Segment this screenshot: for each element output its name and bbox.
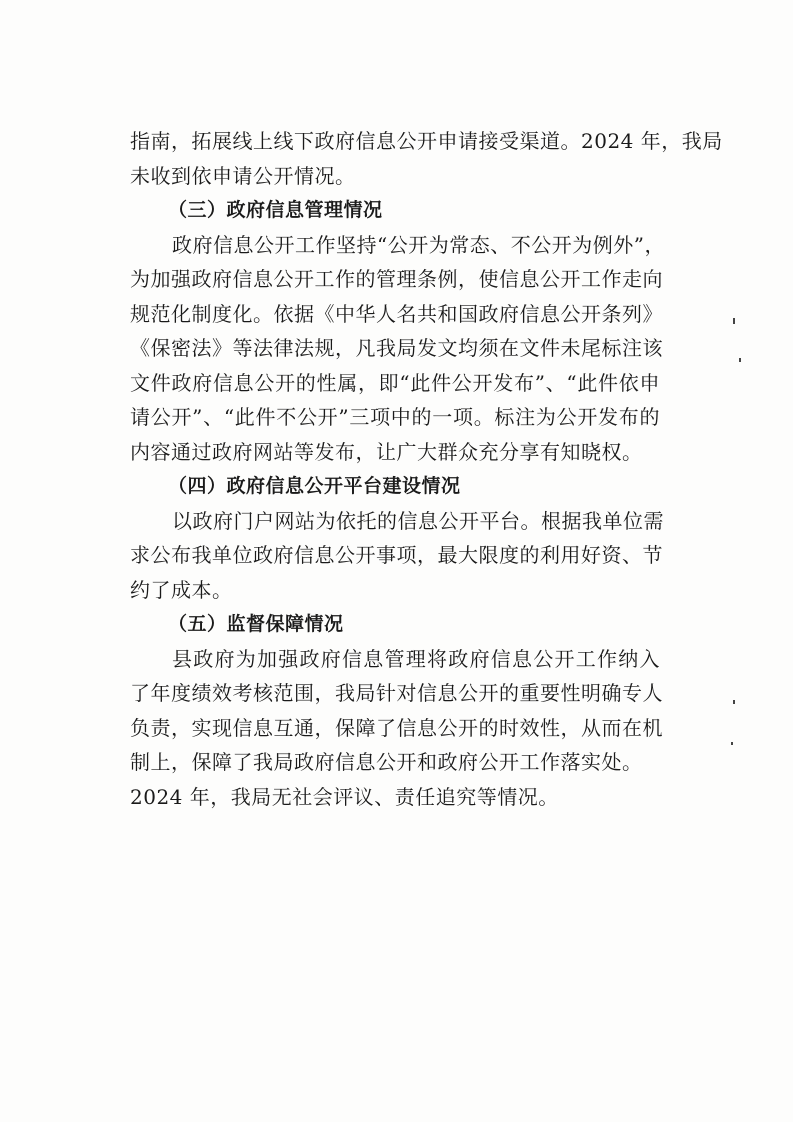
section-heading: （四）政府信息公开平台建设情况	[168, 475, 461, 497]
paragraph-line: 指南，拓展线上线下政府信息公开申请接受渠道。2024 年，我局	[130, 129, 723, 153]
scan-mark	[733, 700, 735, 704]
scan-mark	[733, 318, 735, 324]
paragraph-first-line: 以政府门户网站为依托的信息公开平台。根据我单位需	[172, 508, 664, 533]
paragraph-first-line: 政府信息公开工作坚持“公开为常态、不公开为例外”，	[172, 232, 665, 257]
paragraph-line: 《保密法》等法律法规，凡我局发文均须在文件未尾标注该	[130, 336, 663, 360]
paragraph-line: 了年度绩效考核范围，我局针对信息公开的重要性明确专人	[130, 681, 663, 705]
paragraph-line: 未收到依申请公开情况。	[130, 163, 356, 188]
paragraph-line: 文件政府信息公开的性属，即“此件公开发布”、“此件依申	[130, 370, 660, 395]
paragraph-line: 负责，实现信息互通，保障了信息公开的时效性，从而在机	[130, 715, 663, 740]
paragraph-line: 约了成本。	[130, 577, 233, 602]
paragraph-line: 求公布我单位政府信息公开事项，最大限度的利用好资、节	[130, 543, 663, 567]
paragraph-line: 请公开”、“此件不公开”三项中的一项。标注为公开发布的	[130, 405, 660, 429]
document-body	[130, 124, 723, 814]
scan-mark	[739, 358, 741, 362]
paragraph-line: 2024 年，我局无社会评议、责任追究等情况。	[130, 784, 559, 809]
section-heading: （五）监督保障情况	[168, 613, 344, 635]
paragraph-line: 规范化制度化。依据《中华人名共和国政府信息公开条列》	[130, 301, 663, 326]
paragraph-line: 内容通过政府网站等发布，让广大群众充分享有知晓权。	[130, 439, 643, 464]
section-heading: （三）政府信息管理情况	[168, 199, 383, 221]
paragraph-line: 制上，保障了我局政府信息公开和政府公开工作落实处。	[130, 750, 643, 774]
paragraph-line: 为加强政府信息公开工作的管理条例，使信息公开工作走向	[130, 267, 663, 291]
scan-mark	[731, 742, 733, 745]
paragraph-first-line: 县政府为加强政府信息管理将政府信息公开工作纳入	[172, 646, 660, 671]
